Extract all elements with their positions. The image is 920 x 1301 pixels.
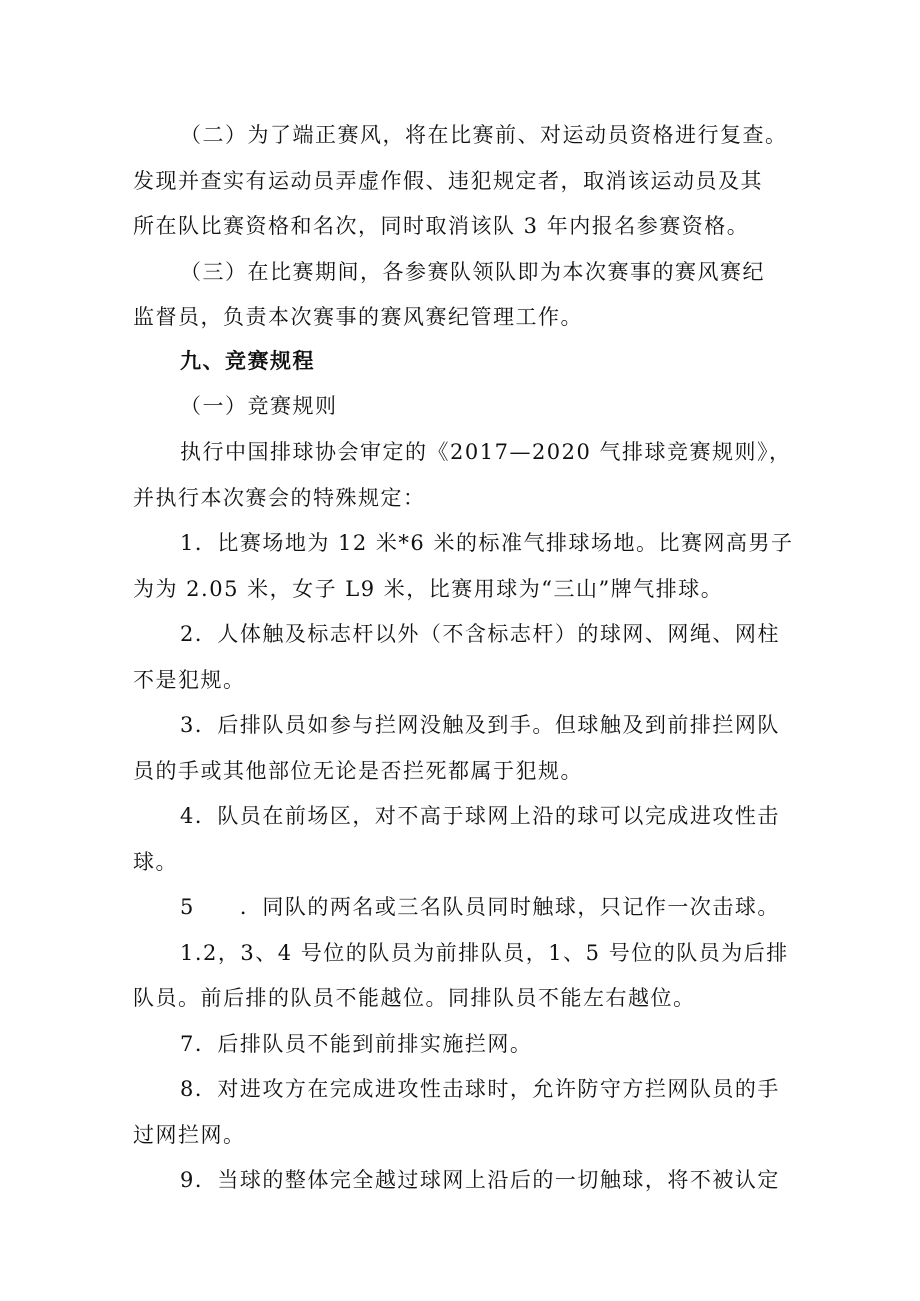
rule-item-line: 球。 [133,850,178,874]
subsection-heading: （一）竞赛规则 [180,394,338,418]
rule-item-line: 员的手或其他部位无论是否拦死都属于犯规。 [133,759,583,783]
rule-item-line: 5 ．同队的两名或三名队员同时触球，只记作一次击球。 [180,895,780,919]
paragraph-line: （二）为了端正赛风，将在比赛前、对运动员资格进行复查。 [180,123,788,147]
rule-item-line: 7．后排队员不能到前排实施拦网。 [180,1032,533,1056]
rule-item-line: 2．人体触及标志杆以外（不含标志杆）的球网、网绳、网柱 [180,622,780,646]
rule-item-line: 3．后排队员如参与拦网没触及到手。但球触及到前排拦网队 [180,713,780,737]
rule-item-line: 队员。前后排的队员不能越位。同排队员不能左右越位。 [133,986,696,1010]
section-heading: 九、竞赛规程 [180,349,315,373]
paragraph-line: 所在队比赛资格和名次，同时取消该队 3 年内报名参赛资格。 [133,214,750,238]
rule-item-line: 为为 2.05 米，女子 L9 米，比赛用球为“三山”牌气排球。 [133,577,724,601]
rule-item-line: 不是犯规。 [133,668,246,692]
rule-item-line: 过网拦网。 [133,1123,246,1147]
rule-item-line: 1．比赛场地为 12 米*6 米的标准气排球场地。比赛网高男子 [180,531,794,555]
rule-item-line: 8．对进攻方在完成进攻性击球时，允许防守方拦网队员的手 [180,1077,780,1101]
paragraph-line: 监督员，负责本次赛事的赛风赛纪管理工作。 [133,305,583,329]
rule-item-line: 4．队员在前场区，对不高于球网上沿的球可以完成进攻性击 [180,804,780,828]
rule-item-line: 9．当球的整体完全越过球网上沿后的一切触球，将不被认定 [180,1168,780,1192]
rule-item-line: 1.2，3、4 号位的队员为前排队员，1、5 号位的队员为后排 [180,941,789,965]
paragraph-line: 发现并查实有运动员弄虚作假、违犯规定者，取消该运动员及其 [133,169,763,193]
paragraph-line: 执行中国排球协会审定的《2017—2020 气排球竞赛规则》， [180,440,792,464]
paragraph-line: 并执行本次赛会的特殊规定： [133,486,426,510]
paragraph-line: （三）在比赛期间，各参赛队领队即为本次赛事的赛风赛纪 [180,260,765,284]
